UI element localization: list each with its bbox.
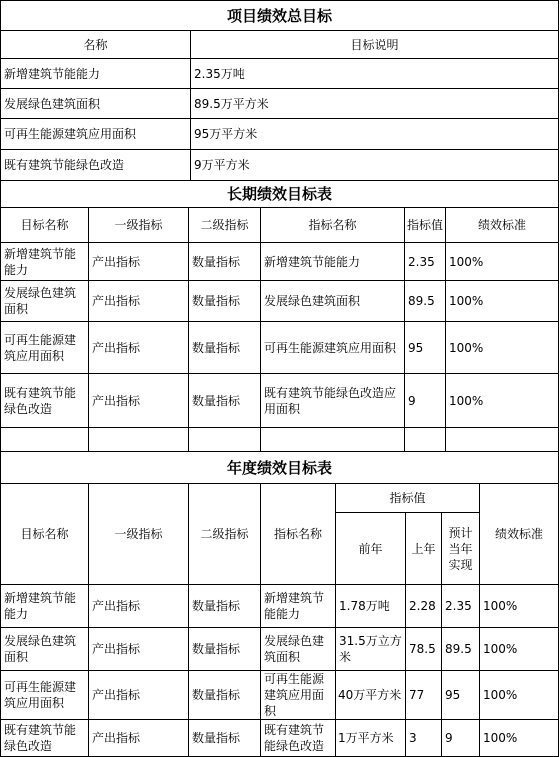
an-forecast: 9 [442, 720, 480, 757]
an-level2: 数量指标 [189, 671, 261, 720]
lt-level1: 产出指标 [89, 281, 189, 322]
lt-empty-cell [0, 428, 89, 452]
an-prev2: 40万平方米 [336, 671, 406, 720]
an-prev2: 31.5万立方米 [336, 628, 406, 671]
an-level1: 产出指标 [89, 585, 189, 628]
lt-standard: 100% [446, 243, 559, 281]
an-forecast: 89.5 [442, 628, 480, 671]
lt-empty-cell [189, 428, 261, 452]
an-prev1: 77 [406, 671, 442, 720]
summary-row-desc: 95万平方米 [191, 119, 559, 150]
lt-empty-cell [446, 428, 559, 452]
an-header-value: 指标值 [336, 484, 480, 513]
lt-goal: 发展绿色建筑面积 [0, 281, 89, 322]
lt-header-goal: 目标名称 [0, 208, 89, 243]
summary-row-name: 发展绿色建筑面积 [0, 89, 191, 119]
lt-value: 2.35 [405, 243, 446, 281]
an-indicator: 新增建筑节能能力 [261, 585, 336, 628]
an-standard: 100% [480, 628, 559, 671]
lt-goal: 可再生能源建筑应用面积 [0, 322, 89, 374]
lt-value: 89.5 [405, 281, 446, 322]
an-goal: 可再生能源建筑应用面积 [0, 671, 89, 720]
an-indicator: 既有建筑节能绿色改造 [261, 720, 336, 757]
summary-title: 项目绩效总目标 [0, 0, 559, 31]
an-prev2: 1.78万吨 [336, 585, 406, 628]
summary-row-desc: 9万平方米 [191, 150, 559, 181]
an-prev2: 1万平方米 [336, 720, 406, 757]
an-goal: 既有建筑节能绿色改造 [0, 720, 89, 757]
lt-goal: 既有建筑节能绿色改造 [0, 374, 89, 428]
lt-indicator: 可再生能源建筑应用面积 [261, 322, 405, 374]
an-level1: 产出指标 [89, 720, 189, 757]
summary-header-desc: 目标说明 [191, 31, 559, 59]
an-level1: 产出指标 [89, 628, 189, 671]
lt-value: 95 [405, 322, 446, 374]
an-goal: 发展绿色建筑面积 [0, 628, 89, 671]
lt-header-value: 指标值 [405, 208, 446, 243]
an-header-prev2: 前年 [336, 513, 406, 585]
lt-header-indicator: 指标名称 [261, 208, 405, 243]
an-header-level1: 一级指标 [89, 484, 189, 585]
an-standard: 100% [480, 585, 559, 628]
lt-standard: 100% [446, 322, 559, 374]
lt-level2: 数量指标 [189, 281, 261, 322]
lt-level2: 数量指标 [189, 243, 261, 281]
an-header-goal: 目标名称 [0, 484, 89, 585]
annual-title: 年度绩效目标表 [0, 452, 559, 484]
an-indicator: 发展绿色建筑面积 [261, 628, 336, 671]
an-level2: 数量指标 [189, 720, 261, 757]
summary-row-desc: 2.35万吨 [191, 59, 559, 89]
lt-level1: 产出指标 [89, 322, 189, 374]
an-header-prev1: 上年 [406, 513, 442, 585]
summary-row-desc: 89.5万平方米 [191, 89, 559, 119]
summary-row-name: 可再生能源建筑应用面积 [0, 119, 191, 150]
lt-standard: 100% [446, 281, 559, 322]
an-forecast: 2.35 [442, 585, 480, 628]
lt-header-level2: 二级指标 [189, 208, 261, 243]
an-header-level2: 二级指标 [189, 484, 261, 585]
an-level1: 产出指标 [89, 671, 189, 720]
an-goal: 新增建筑节能能力 [0, 585, 89, 628]
lt-level1: 产出指标 [89, 374, 189, 428]
lt-level2: 数量指标 [189, 322, 261, 374]
an-standard: 100% [480, 720, 559, 757]
summary-row-name: 既有建筑节能绿色改造 [0, 150, 191, 181]
lt-empty-cell [405, 428, 446, 452]
summary-row-name: 新增建筑节能能力 [0, 59, 191, 89]
an-forecast: 95 [442, 671, 480, 720]
an-header-forecast: 预计当年实现 [442, 513, 480, 585]
an-level2: 数量指标 [189, 628, 261, 671]
an-header-indicator: 指标名称 [261, 484, 336, 585]
lt-indicator: 新增建筑节能能力 [261, 243, 405, 281]
lt-level1: 产出指标 [89, 243, 189, 281]
an-level2: 数量指标 [189, 585, 261, 628]
an-standard: 100% [480, 671, 559, 720]
lt-header-standard: 绩效标准 [446, 208, 559, 243]
lt-empty-cell [261, 428, 405, 452]
lt-indicator: 既有建筑节能绿色改造应用面积 [261, 374, 405, 428]
lt-standard: 100% [446, 374, 559, 428]
long-term-title: 长期绩效目标表 [0, 181, 559, 208]
lt-goal: 新增建筑节能能力 [0, 243, 89, 281]
an-indicator: 可再生能源建筑应用面积 [261, 671, 336, 720]
lt-value: 9 [405, 374, 446, 428]
an-prev1: 78.5 [406, 628, 442, 671]
summary-header-name: 名称 [0, 31, 191, 59]
lt-empty-cell [89, 428, 189, 452]
an-prev1: 3 [406, 720, 442, 757]
lt-level2: 数量指标 [189, 374, 261, 428]
an-header-standard: 绩效标准 [480, 484, 559, 585]
lt-header-level1: 一级指标 [89, 208, 189, 243]
lt-indicator: 发展绿色建筑面积 [261, 281, 405, 322]
an-prev1: 2.28 [406, 585, 442, 628]
